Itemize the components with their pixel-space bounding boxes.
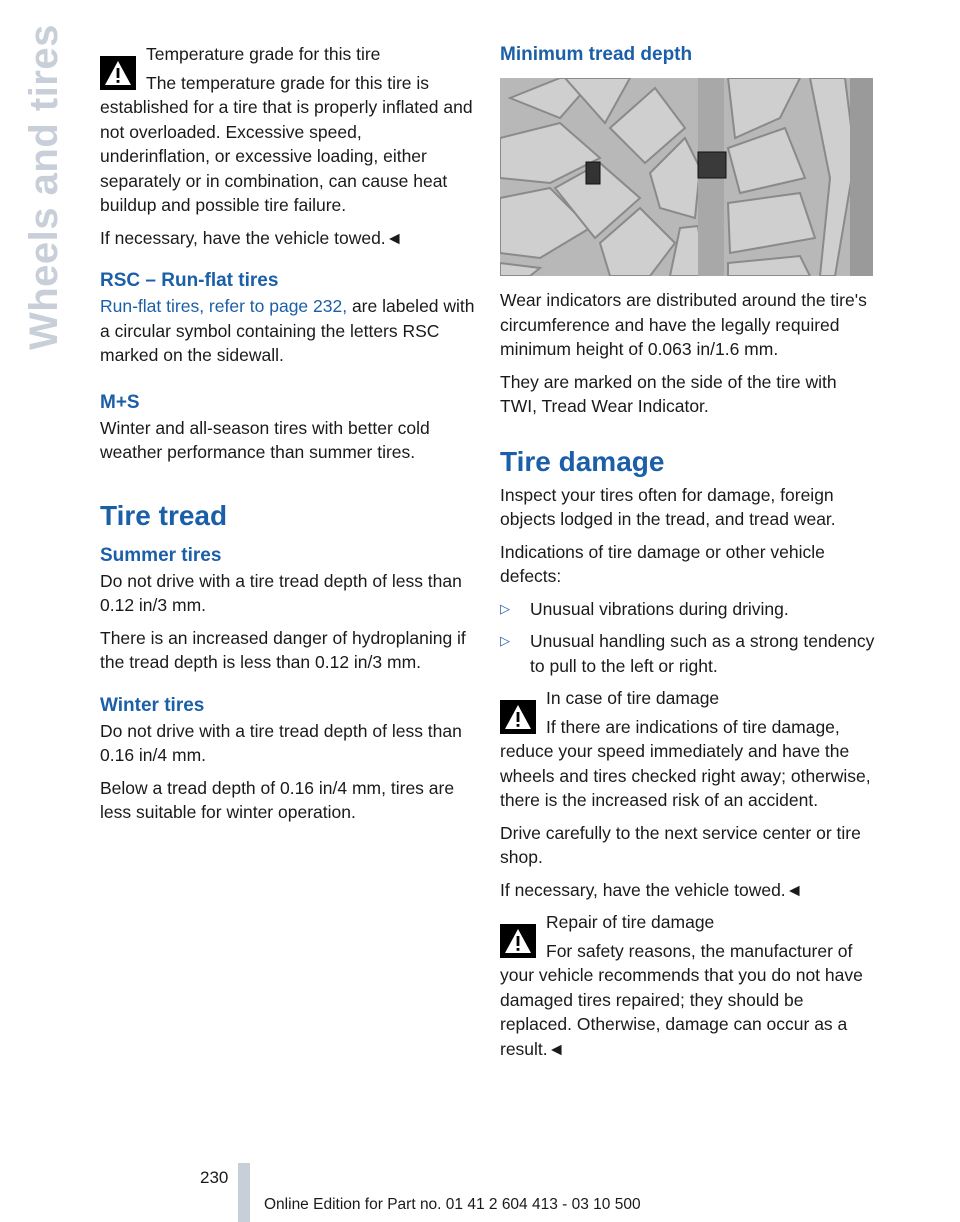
towed-note: If necessary, have the vehicle towed.◄: [100, 227, 403, 248]
damage-paragraph-2: Indications of tire damage or other vehicle defects:: [500, 541, 825, 586]
wear-paragraph-1: Wear indicators are distributed around the tire's circumference and have the legally required minimum height of 0.063 in/1.6 mm.: [500, 290, 867, 359]
left-column: [100, 42, 475, 833]
warning-body: For safety reasons, the manufacturer of your vehicle recommends that you do not have damaged tires repaired; they should be replaced. Otherwise, damage can occur as a result.◄: [500, 940, 863, 1059]
tire-tread-heading: Tire tread: [100, 499, 228, 531]
warning-title: Temperature grade for this tire: [146, 44, 381, 64]
warning-tire-damage: [500, 686, 875, 813]
footer-divider: [238, 1163, 250, 1222]
bullet-triangle-icon: ▷: [500, 633, 510, 648]
warning-temperature: [100, 42, 475, 218]
warning-repair: [500, 910, 875, 1061]
damage-paragraph-1: Inspect your tires often for damage, foreign objects lodged in the tread, and tread wear.: [500, 484, 836, 529]
rsc-page-link[interactable]: Run-flat tires, refer to page 232,: [100, 296, 348, 316]
rsc-text: are labeled with a circular symbol containing the letters RSC marked on the sidewall.: [100, 296, 475, 365]
ms-heading: M+S: [100, 391, 140, 413]
minimum-tread-heading: Minimum tread depth: [500, 44, 693, 65]
warning-title: Repair of tire damage: [546, 912, 715, 932]
bullet-triangle-icon: ▷: [500, 600, 510, 616]
winter-tires-heading: Winter tires: [100, 694, 205, 716]
summer-paragraph-2: There is an increased danger of hydroplaning if the tread depth is less than 0.12 in/3 mm.: [100, 627, 466, 672]
list-item-text: Unusual vibrations during driving.: [530, 598, 789, 619]
summer-tires-heading: Summer tires: [100, 544, 222, 566]
towed-note: If necessary, have the vehicle towed.◄: [500, 879, 803, 900]
rsc-paragraph: [100, 294, 475, 368]
wear-paragraph-2: They are marked on the side of the tire with TWI, Tread Wear Indicator.: [500, 371, 837, 416]
tire-damage-heading: Tire damage: [500, 445, 665, 477]
warning-triangle-icon: [500, 700, 536, 734]
tread-wear-illustration: [500, 78, 873, 276]
list-item: [500, 629, 875, 678]
list-item-text: Unusual handling such as a strong tendency to pull to the left or right.: [530, 631, 875, 676]
footer-edition-text: Online Edition for Part no. 01 41 2 604 413 - 03 10 500: [264, 1196, 641, 1213]
drive-carefully-paragraph: Drive carefully to the next service center or tire shop.: [500, 822, 861, 867]
rsc-heading: RSC – Run-flat tires: [100, 270, 279, 291]
warning-triangle-icon: [500, 924, 536, 958]
winter-paragraph-2: Below a tread depth of 0.16 in/4 mm, tires are less suitable for winter operation.: [100, 777, 455, 822]
ms-paragraph: Winter and all-season tires with better cold weather performance than summer tires.: [100, 417, 430, 462]
section-sidebar-title: [0, 24, 80, 360]
summer-paragraph-1: Do not drive with a tire tread depth of less than 0.12 in/3 mm.: [100, 570, 462, 615]
right-column: [500, 42, 875, 1069]
section-title-text: Wheels and tires: [22, 24, 66, 350]
page-number: 230: [200, 1168, 229, 1187]
warning-body: If there are indications of tire damage, reduce your speed immediately and have the wheels and tires checked right away; otherwise, there is the increased risk of an accident.: [500, 716, 871, 810]
warning-triangle-icon: [100, 56, 136, 90]
winter-paragraph-1: Do not drive with a tire tread depth of less than 0.16 in/4 mm.: [100, 720, 462, 765]
warning-title: In case of tire damage: [546, 688, 720, 708]
warning-body: The temperature grade for this tire is established for a tire that is properly inflated and not overloaded. Excessive speed, underinflation, or excessive loading, either separately or in combination, can cause heat buildup and possible tire failure.: [100, 72, 473, 215]
list-item: [500, 597, 875, 622]
